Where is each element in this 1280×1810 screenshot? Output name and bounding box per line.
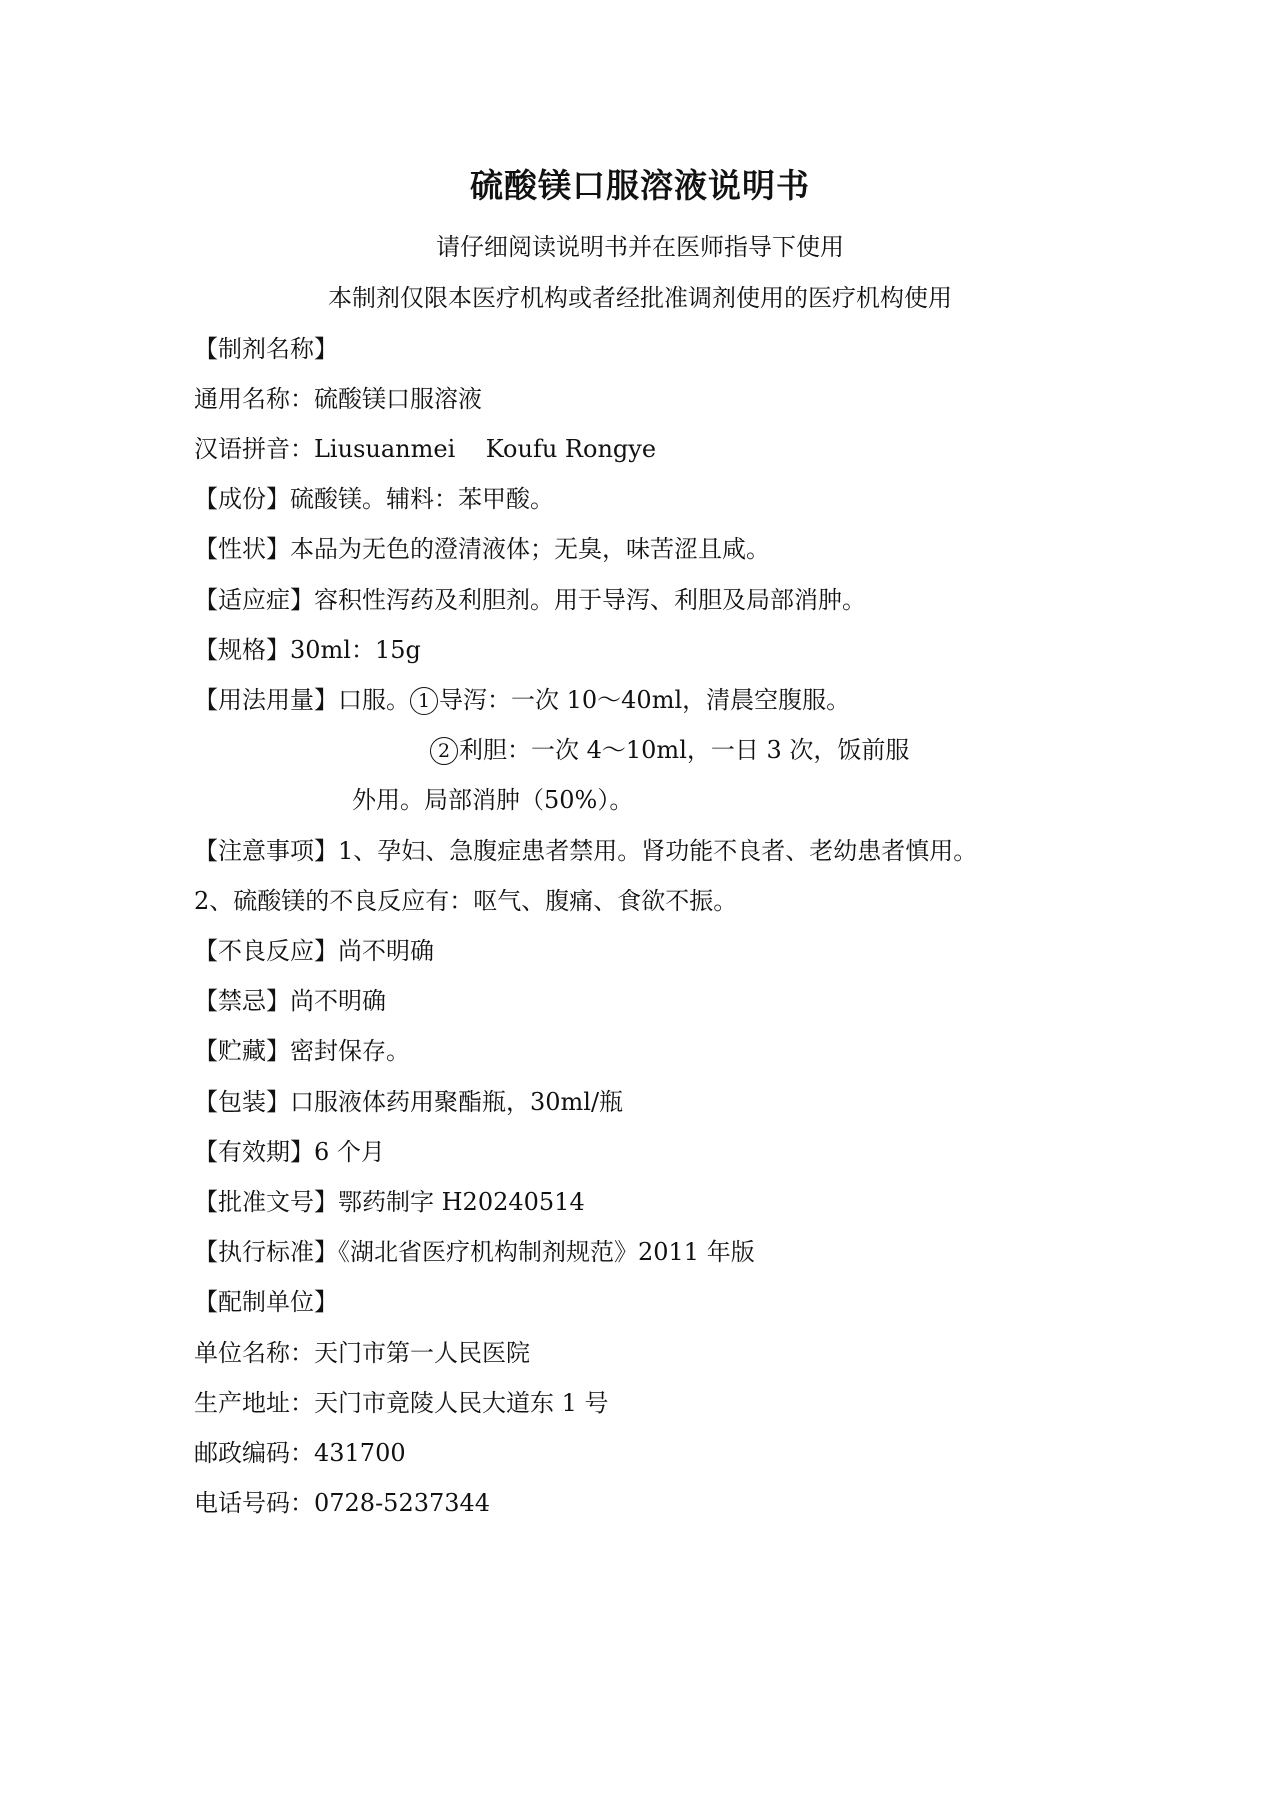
section-storage: 【贮藏】密封保存。 <box>194 1037 410 1065</box>
dosage-prefix: 【用法用量】口服。 <box>194 686 410 714</box>
section-packaging: 【包装】口服液体药用聚酯瓶，30ml/瓶 <box>194 1088 624 1116</box>
phone-number: 电话号码：0728-5237344 <box>194 1489 491 1517</box>
dosage-item-1: 导泻：一次 10～40ml，清晨空腹服。 <box>439 686 851 714</box>
section-contraindications: 【禁忌】尚不明确 <box>194 987 386 1015</box>
section-preparation-name: 【制剂名称】 <box>194 335 338 363</box>
generic-name: 通用名称：硫酸镁口服溶液 <box>194 385 482 413</box>
section-approval-number: 【批准文号】鄂药制字 H20240514 <box>194 1188 585 1216</box>
dosage-item-2: 利胆：一次 4～10ml，一日 3 次，饭前服 <box>459 736 910 764</box>
section-manufacturer: 【配制单位】 <box>194 1288 338 1316</box>
precautions-item-2: 2、硫酸镁的不良反应有：呕气、腹痛、食欲不振。 <box>194 887 738 915</box>
section-ingredients: 【成份】硫酸镁。辅料：苯甲酸。 <box>194 485 554 513</box>
production-address: 生产地址：天门市竟陵人民大道东 1 号 <box>194 1389 609 1417</box>
section-dosage <box>194 683 850 717</box>
section-specification: 【规格】30ml：15g <box>194 636 421 664</box>
unit-name: 单位名称：天门市第一人民医院 <box>194 1339 530 1367</box>
circled-number-2: 2 <box>430 737 458 765</box>
section-indications: 【适应症】容积性泻药及利胆剂。用于导泻、利胆及局部消肿。 <box>194 586 866 614</box>
section-adverse-reactions: 【不良反应】尚不明确 <box>194 937 434 965</box>
dosage-line-3: 外用。局部消肿（50%）。 <box>352 786 634 814</box>
dosage-line-2 <box>430 733 909 767</box>
postal-code: 邮政编码：431700 <box>194 1439 406 1467</box>
subtitle-restriction: 本制剂仅限本医疗机构或者经批准调剂使用的医疗机构使用 <box>328 284 952 312</box>
document-title: 硫酸镁口服溶液说明书 <box>470 166 810 205</box>
subtitle-instruction: 请仔细阅读说明书并在医师指导下使用 <box>436 233 844 261</box>
section-description: 【性状】本品为无色的澄清液体；无臭，味苦涩且咸。 <box>194 535 770 563</box>
section-standard: 【执行标准】《湖北省医疗机构制剂规范》2011 年版 <box>194 1238 755 1266</box>
pinyin-name: 汉语拼音：Liusuanmei Koufu Rongye <box>194 435 657 463</box>
section-precautions: 【注意事项】1、孕妇、急腹症患者禁用。肾功能不良者、老幼患者慎用。 <box>194 837 978 865</box>
circled-number-1: 1 <box>410 687 438 715</box>
section-validity: 【有效期】6 个月 <box>194 1138 385 1166</box>
